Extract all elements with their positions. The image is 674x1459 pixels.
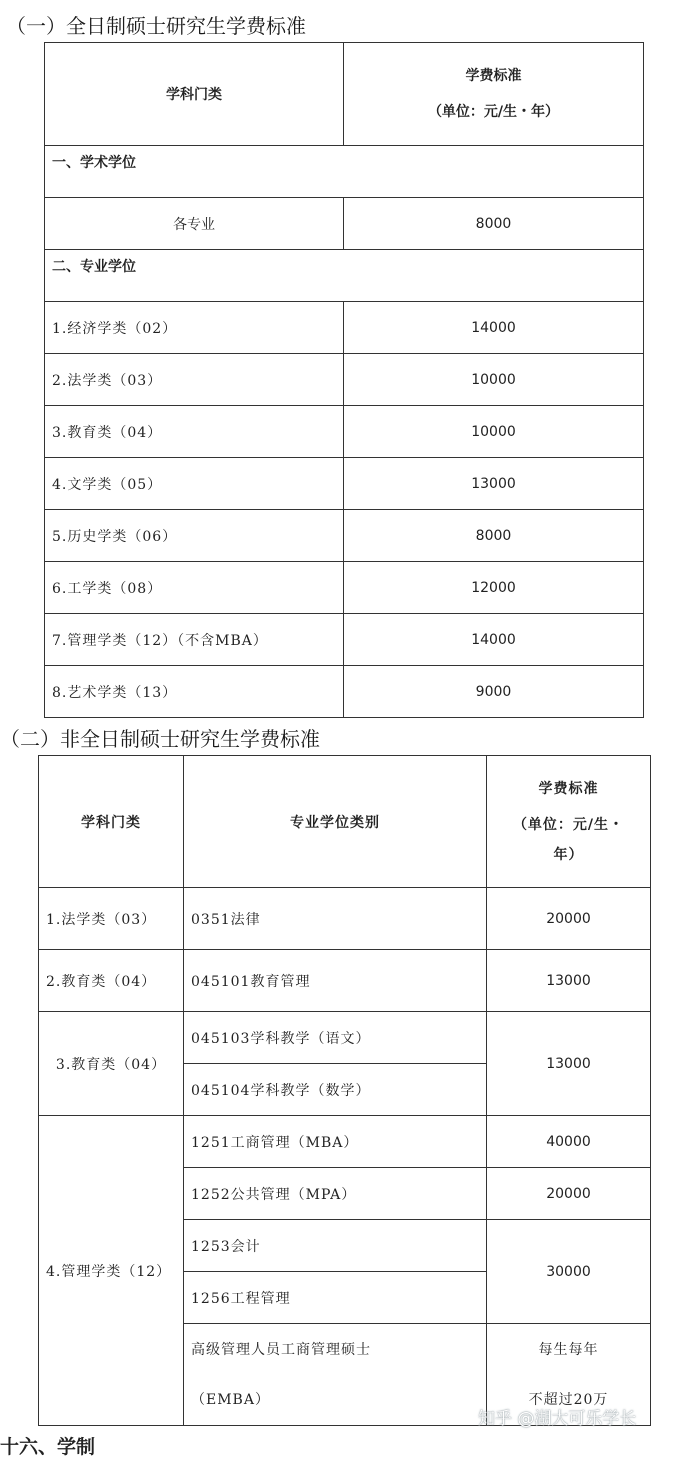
table-row — [45, 666, 644, 718]
section2-title: （二）非全日制硕士研究生学费标准 — [0, 727, 320, 751]
row-fee: 8000 — [344, 510, 644, 562]
table-row — [45, 406, 644, 458]
emba-fee-line2: 不超过20万 — [528, 1391, 609, 1408]
row-category: 2.教育类（04） — [39, 950, 184, 1012]
row-name: 3.教育类（04） — [45, 406, 344, 458]
table-row — [45, 458, 644, 510]
row-fee: 14000 — [344, 302, 644, 354]
table-row — [45, 562, 644, 614]
section-row-professional — [45, 250, 644, 302]
fulltime-fee-table — [44, 42, 644, 718]
row-major-emba — [184, 1324, 487, 1426]
row-fee: 13000 — [344, 458, 644, 510]
table-row — [45, 510, 644, 562]
header-category: 学科门类 — [45, 43, 344, 146]
header-fee-title: 学费标准 — [538, 780, 599, 797]
table-header-row — [39, 756, 651, 888]
academic-row-fee: 8000 — [344, 198, 644, 250]
emba-line1: 高级管理人员工商管理硕士 — [191, 1341, 371, 1358]
header-fee — [344, 43, 644, 146]
table-row — [39, 888, 651, 950]
row-major: 1253会计 — [184, 1220, 487, 1272]
header-fee-unit-cont: 年） — [553, 846, 584, 863]
zhihu-watermark: 知乎 @湖大可乐学长 — [478, 1409, 637, 1429]
header-fee-title: 学费标准 — [465, 68, 522, 84]
header-category: 学科门类 — [39, 756, 184, 888]
emba-fee-line1: 每生每年 — [538, 1341, 599, 1358]
row-fee: 20000 — [487, 888, 651, 950]
row-major: 0351法律 — [184, 888, 487, 950]
table-row — [45, 198, 644, 250]
header-fee-unit: （单位：元/生・ — [512, 816, 625, 833]
table-row — [45, 302, 644, 354]
row-major: 1251工商管理（MBA） — [184, 1116, 487, 1168]
row-name: 6.工学类（08） — [45, 562, 344, 614]
table-header-row — [45, 43, 644, 146]
next-section-heading: 十六、学制 — [0, 1436, 96, 1458]
table-row — [39, 1116, 651, 1168]
table-row — [45, 614, 644, 666]
academic-row-label: 各专业 — [45, 198, 344, 250]
row-name: 4.文学类（05） — [45, 458, 344, 510]
row-fee: 13000 — [487, 950, 651, 1012]
row-name: 7.管理学类（12）（不含MBA） — [45, 614, 344, 666]
row-major: 1252公共管理（MPA） — [184, 1168, 487, 1220]
table-row — [45, 354, 644, 406]
row-category: 1.法学类（03） — [39, 888, 184, 950]
table-row — [39, 1012, 651, 1064]
row-fee: 13000 — [487, 1012, 651, 1116]
professional-label: 二、专业学位 — [45, 250, 644, 302]
header-fee — [487, 756, 651, 888]
row-name: 5.历史学类（06） — [45, 510, 344, 562]
row-fee: 9000 — [344, 666, 644, 718]
section1-title: （一）全日制硕士研究生学费标准 — [6, 14, 306, 38]
row-major: 045104学科教学（数学） — [184, 1064, 487, 1116]
emba-line2: （EMBA） — [191, 1391, 270, 1408]
row-name: 8.艺术学类（13） — [45, 666, 344, 718]
row-fee: 10000 — [344, 406, 644, 458]
row-major: 045101教育管理 — [184, 950, 487, 1012]
row-fee: 14000 — [344, 614, 644, 666]
row-fee: 10000 — [344, 354, 644, 406]
table-row — [39, 950, 651, 1012]
row-fee: 40000 — [487, 1116, 651, 1168]
row-fee: 30000 — [487, 1220, 651, 1324]
row-fee: 20000 — [487, 1168, 651, 1220]
row-major: 1256工程管理 — [184, 1272, 487, 1324]
row-fee: 12000 — [344, 562, 644, 614]
header-fee-unit: （单位：元/生・年） — [427, 104, 560, 120]
header-major: 专业学位类别 — [184, 756, 487, 888]
row-name: 1.经济学类（02） — [45, 302, 344, 354]
parttime-fee-table — [38, 755, 651, 1426]
row-category: 3.教育类（04） — [39, 1012, 184, 1116]
row-category: 4.管理学类（12） — [39, 1116, 184, 1426]
row-name: 2.法学类（03） — [45, 354, 344, 406]
academic-label: 一、学术学位 — [45, 146, 644, 198]
row-major: 045103学科教学（语文） — [184, 1012, 487, 1064]
section-row-academic — [45, 146, 644, 198]
